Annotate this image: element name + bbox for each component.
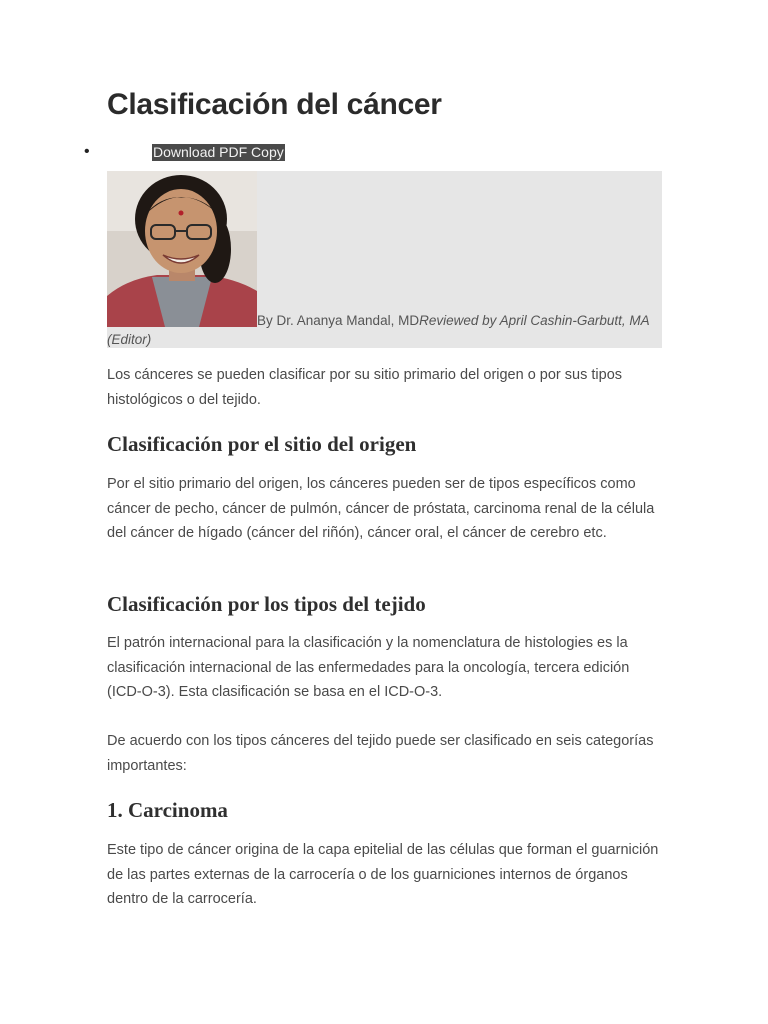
section-heading-carcinoma: 1. Carcinoma (107, 798, 228, 822)
list-bullet: • (84, 143, 90, 160)
reviewer-role: (Editor) (107, 332, 152, 347)
intro-paragraph: Los cánceres se pueden clasificar por su sitio primario del origen o por sus tipos histológicos o del tejido. (107, 367, 623, 408)
reviewer-text: Reviewed by April Cashin-Garbutt, MA (419, 313, 650, 328)
author-byline (257, 313, 650, 328)
author-photo (107, 171, 257, 327)
section-heading-tissue: Clasificación por los tipos del tejido (107, 592, 426, 616)
section-paragraph-origin: Por el sitio primario del origen, los cánceres pueden ser de tipos específicos como cáncer de pecho, cáncer de pulmón, cáncer de próstata, carcinoma renal de la célula del cáncer de hígado (cáncer del riñón), cáncer oral, el cáncer de cerebro etc. (107, 476, 655, 541)
section-paragraph-tissue-1: El patrón internacional para la clasificación y la nomenclatura de histologies es la clasificación internacional de las enfermedades para la oncología, tercera edición (ICD-O-3). Esta clasificación se basa en el ICD-O-3. (107, 635, 630, 700)
author-portrait-image (107, 171, 257, 327)
download-pdf-link[interactable]: Download PDF Copy (153, 144, 284, 160)
author-name[interactable]: By Dr. Ananya Mandal, MD (257, 313, 420, 328)
section-heading-origin: Clasificación por el sitio del origen (107, 432, 417, 456)
section-paragraph-tissue-2: De acuerdo con los tipos cánceres del tejido puede ser clasificado en seis categorías importantes: (107, 733, 654, 774)
page-title: Clasificación del cáncer (107, 88, 442, 121)
section-paragraph-carcinoma: Este tipo de cáncer origina de la capa epitelial de las células que forman el guarnición de las partes externas de la carrocería o de los guarniciones internos de órganos dentro de la carrocería. (107, 842, 659, 907)
